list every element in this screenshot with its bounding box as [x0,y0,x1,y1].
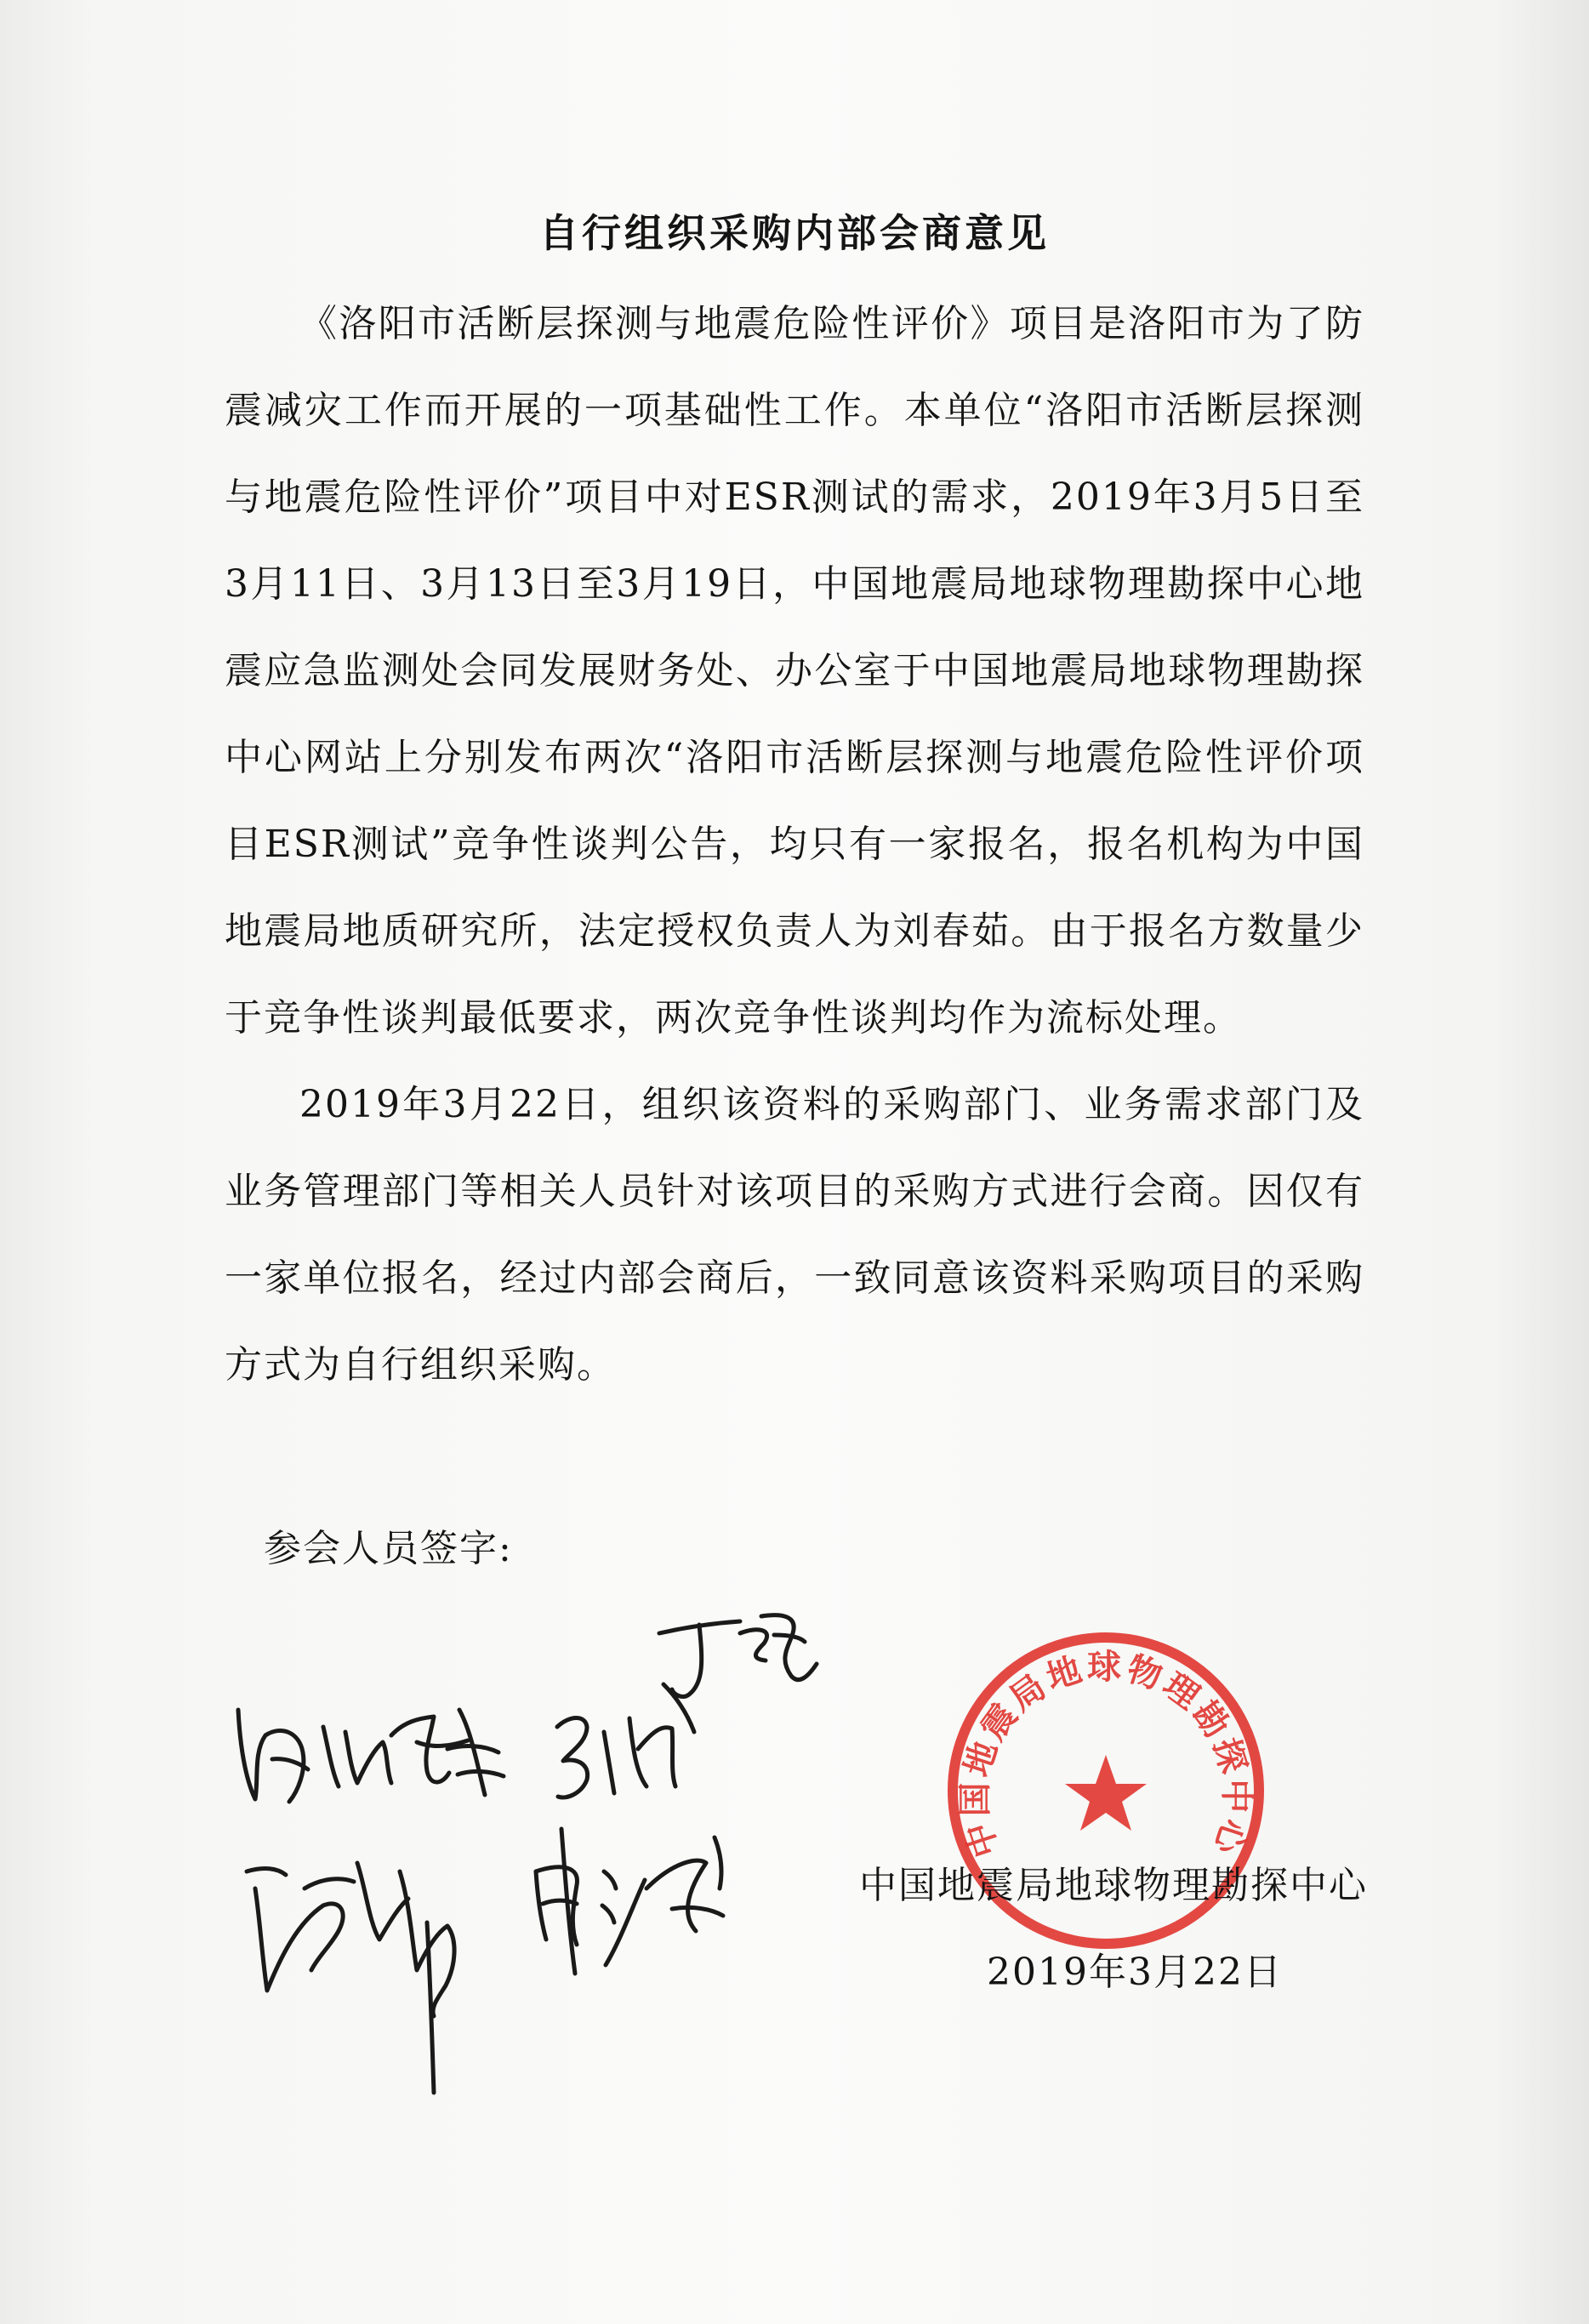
document-title: 自行组织采购内部会商意见 [539,210,1050,256]
signature-5 [247,1863,454,2093]
signature-1 [659,1615,817,1697]
body-paragraph-2: 2019年3月22日，组织该资料的采购部门、业务需求部门及业务管理部门等相关人员针对该项目的采购方式进行会商。因仅有一家单位报名，经过内部会商后，一致同意该资料采购项目的采购方式为自行组织采购。 [225,1083,1364,1387]
body-paragraph-1: 《洛阳市活断层探测与地震危险性评价》项目是洛阳市为了防震减灾工作而开展的一项基础性工作。本单位“洛阳市活断层探测与地震危险性评价”项目中对ESR测试的需求，2019年3月5日至3月11日、3月13日至3月19日，中国地震局地球物理勘探中心地震应急监测处会同发展财务处、办公室于中国地震局地球物理勘探中心网站上分别发布两次“洛阳市活断层探测与地震危险性评价项目ESR测试”竞争性谈判公告，均只有一家报名，报名机构为中国地震局地质研究所，法定授权负责人为刘春茹。由于报名方数量少于竞争性谈判最低要求，两次竞争性谈判均作为流标处理。 [225,302,1364,1040]
signature-2 [238,1710,504,1802]
signature-4 [536,1829,723,1974]
seal-text: 中国地震局地球物理勘探中心 [955,1648,1256,1862]
document-date: 2019年3月22日 [987,1951,1283,1994]
signature-3 [557,1684,694,1797]
handwritten-signatures [230,1582,876,2110]
issuing-organization: 中国地震局地球物理勘探中心 [859,1864,1368,1907]
official-seal-icon [927,1612,1284,1969]
signature-label: 参会人员签字: [264,1527,513,1570]
